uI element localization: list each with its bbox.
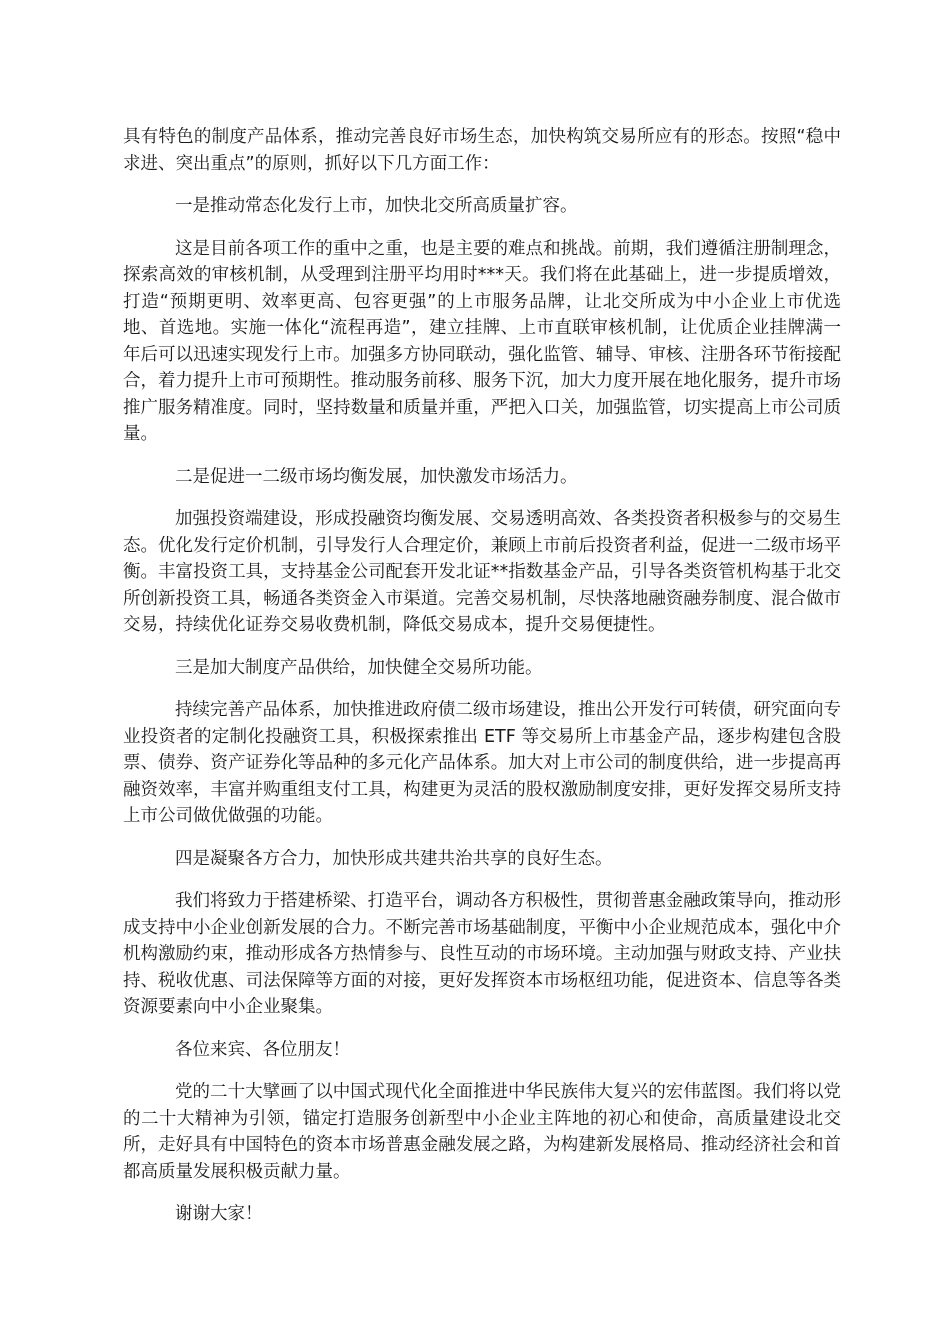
paragraph-continuation: 具有特色的制度产品体系，推动完善良好市场生态，加快构筑交易所应有的形态。按照“稳中求进、突出重点”的原则，抓好以下几方面工作： <box>123 127 841 174</box>
section-heading-3: 三是加大制度产品供给，加快健全交易所功能。 <box>175 657 543 678</box>
section-heading-2: 二是促进一二级市场均衡发展，加快激发市场活力。 <box>175 466 578 487</box>
paragraph: 我们将致力于搭建桥梁、打造平台，调动各方积极性，贯彻普惠金融政策导向，推动形成支持中小企业创新发展的合力。不断完善市场基础制度，平衡中小企业规范成本，强化中介机构激励约束，推动形成各方热情参与、良性互动的市场环境。主动加强与财政支持、产业扶持、税收优惠、司法保障等方面的对接，更好发挥资本市场枢纽功能，促进资本、信息等各类资源要素向中小企业聚集。 <box>123 891 841 1017</box>
paragraph: 持续完善产品体系，加快推进政府债二级市场建设，推出公开发行可转债，研究面向专业投资者的定制化投融资工具，积极探索推出 ETF 等交易所上市基金产品，逐步构建包含股票、债券、资产证券化等品种的多元化产品体系。加大对上市公司的制度供给，进一步提高再融资效率，丰富并购重组支付工具，构建更为灵活的股权激励制度安排，更好发挥交易所支持上市公司做优做强的功能。 <box>123 700 841 826</box>
closing-thanks: 谢谢大家！ <box>175 1204 263 1224</box>
document-page <box>123 124 841 1244</box>
section-heading-4: 四是凝聚各方合力，加快形成共建共治共享的良好生态。 <box>175 848 613 869</box>
paragraph: 这是目前各项工作的重中之重，也是主要的难点和挑战。前期，我们遵循注册制理念，探索高效的审核机制，从受理到注册平均用时***天。我们将在此基础上，进一步提质增效，打造“预期更明、效率更高、包容更强”的上市服务品牌，让北交所成为中小企业上市优选地、首选地。实施一体化“流程再造”，建立挂牌、上市直联审核机制，让优质企业挂牌满一年后可以迅速实现发行上市。加强多方协同联动，强化监管、辅导、审核、注册各环节衔接配合，着力提升上市可预期性。推动服务前移、服务下沉，加大力度开展在地化服务，提升市场推广服务精准度。同时，坚持数量和质量并重，严把入口关，加强监管，切实提高上市公司质量。 <box>123 238 841 444</box>
paragraph: 加强投资端建设，形成投融资均衡发展、交易透明高效、各类投资者积极参与的交易生态。优化发行定价机制，引导发行人合理定价，兼顾上市前后投资者利益，促进一二级市场平衡。丰富投资工具，支持基金公司配套开发北证**指数基金产品，引导各类资管机构基于北交所创新投资工具，畅通各类资金入市渠道。完善交易机制，尽快落地融资融券制度、混合做市交易，持续优化证券交易收费机制，降低交易成本，提升交易便捷性。 <box>123 509 841 635</box>
section-heading-1: 一是推动常态化发行上市，加快北交所高质量扩容。 <box>175 196 578 216</box>
paragraph: 党的二十大擘画了以中国式现代化全面推进中华民族伟大复兴的宏伟蓝图。我们将以党的二十大精神为引领，锚定打造服务创新型中小企业主阵地的初心和使命，高质量建设北交所，走好具有中国特色的资本市场普惠金融发展之路，为构建新发展格局、推动经济社会和首都高质量发展积极贡献力量。 <box>123 1082 841 1182</box>
salutation: 各位来宾、各位朋友！ <box>175 1039 350 1060</box>
